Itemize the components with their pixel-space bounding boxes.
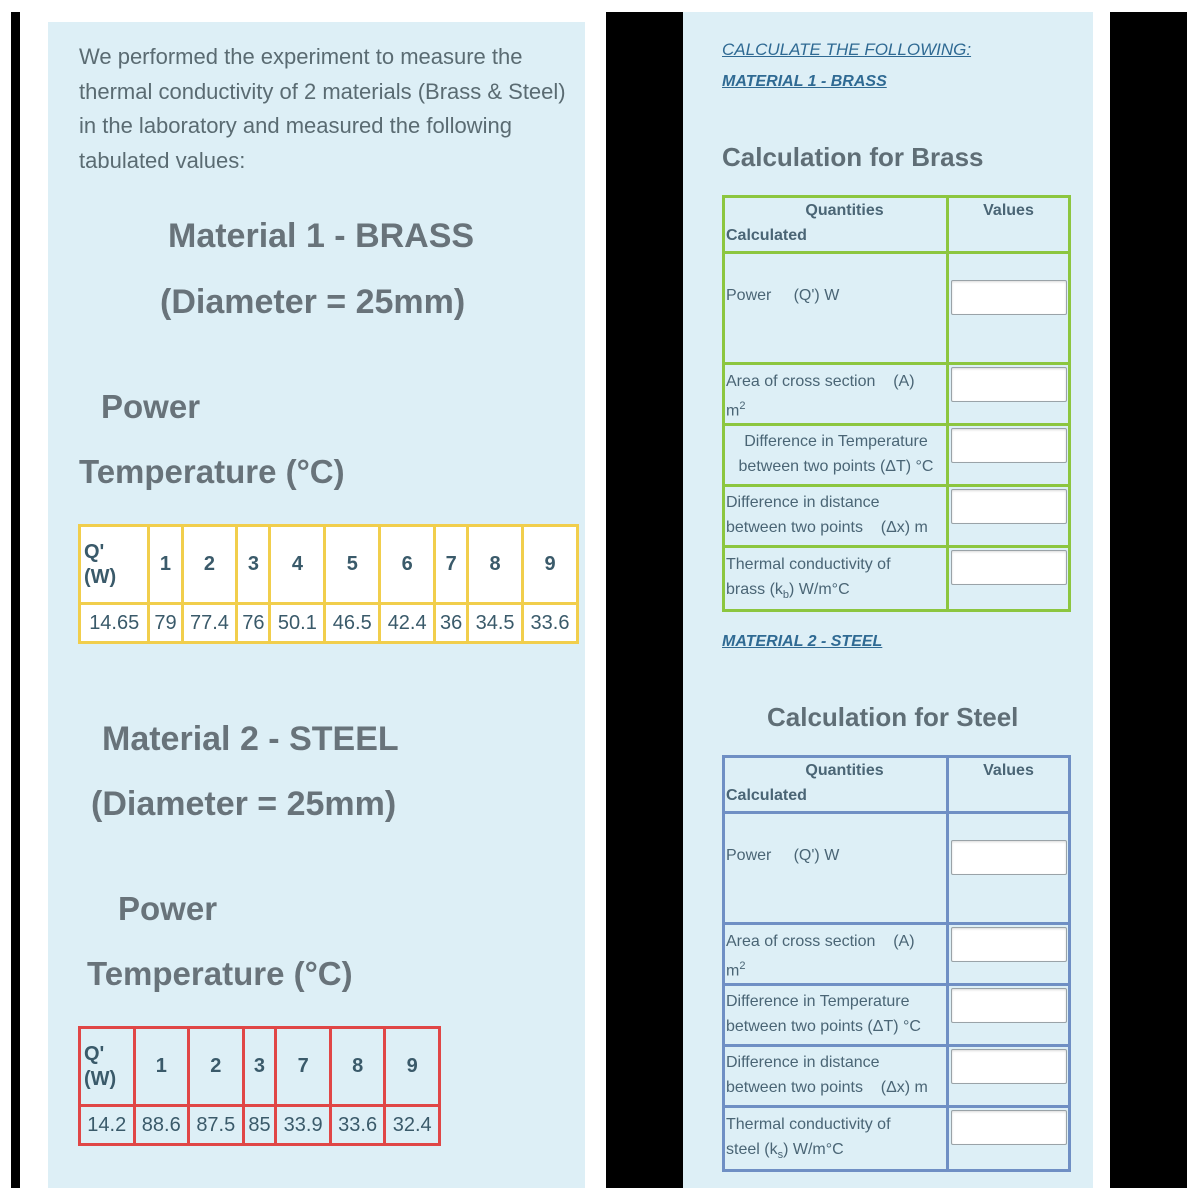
steel-dx-input[interactable]: [951, 1049, 1067, 1084]
steel-link[interactable]: MATERIAL 2 - STEEL: [722, 633, 883, 650]
brass-title: Material 1 - BRASS: [168, 217, 475, 255]
brass-col-header: 5: [325, 526, 380, 604]
steel-temp-value: 87.5: [189, 1106, 244, 1145]
brass-link[interactable]: MATERIAL 1 - BRASS: [722, 73, 887, 90]
steel-temp-value: 85: [243, 1106, 276, 1145]
values-header: Values: [948, 757, 1070, 813]
thermal-conductivity-row: Thermal conductivity of brass $(k_b)$ W/m°C: [724, 547, 948, 610]
brass-temp-value: 76: [237, 604, 270, 643]
steel-dt-input[interactable]: [951, 988, 1067, 1023]
brass-col-header: 8: [468, 526, 523, 604]
brass-diameter: (Diameter = 25mm): [160, 283, 466, 321]
brass-col-header: 3: [237, 526, 270, 604]
steel-temp-value: 33.9: [276, 1106, 331, 1145]
steel-temp-value: 32.4: [385, 1106, 440, 1145]
brass-temp-value: 46.5: [325, 604, 380, 643]
steel-temp-value: 88.6: [134, 1106, 189, 1145]
left-black-bar: [11, 12, 20, 1188]
steel-q-header: Q' (W): [80, 1028, 135, 1106]
steel-area-input[interactable]: [951, 927, 1067, 962]
brass-col-header: 4: [270, 526, 325, 604]
steel-col-header: 8: [330, 1028, 385, 1106]
steel-calc-title: Calculation for Steel: [767, 702, 1019, 732]
steel-data-table: [78, 1026, 441, 1146]
power-row: Power (Q') W: [724, 253, 948, 364]
brass-power-input[interactable]: [951, 280, 1067, 315]
steel-calc-table: [722, 755, 1071, 1172]
brass-calc-table: [722, 195, 1071, 612]
calculate-heading: CALCULATE THE FOLLOWING:: [722, 40, 972, 59]
steel-col-header: 9: [385, 1028, 440, 1106]
brass-temp-value: 77.4: [182, 604, 237, 643]
quantities-header: Quantities Calculated: [724, 757, 948, 813]
values-header: Values: [948, 197, 1070, 253]
steel-k-input[interactable]: [951, 1110, 1067, 1145]
brass-temp-value: 42.4: [380, 604, 435, 643]
brass-col-header: 2: [182, 526, 237, 604]
steel-col-header: 7: [276, 1028, 331, 1106]
right-black-bar: [1110, 12, 1187, 1188]
distance-difference-row: Difference in distance between two points (Δx) m: [724, 486, 948, 547]
steel-power-label: Power: [118, 890, 218, 927]
distance-difference-row: Difference in distance between two points (Δx) m: [724, 1046, 948, 1107]
temperature-difference-row: Difference in Temperature between two points (ΔT) °C: [724, 425, 948, 486]
steel-temp-value: 33.6: [330, 1106, 385, 1145]
steel-col-header: 2: [189, 1028, 244, 1106]
steel-power-input[interactable]: [951, 840, 1067, 875]
brass-col-header: 9: [523, 526, 578, 604]
power-row: Power (Q') W: [724, 813, 948, 924]
brass-col-header: 7: [435, 526, 468, 604]
steel-diameter: (Diameter = 25mm): [91, 785, 397, 823]
brass-q-value: 14.65: [80, 604, 149, 643]
area-row: Area of cross section (A) $m^2$: [724, 924, 948, 985]
intro-text: We performed the experiment to measure the thermal conductivity of 2 materials (Brass & Steel) in the laboratory and measured the following tabulated values:: [79, 44, 566, 173]
quantities-header: Quantities Calculated: [724, 197, 948, 253]
brass-temp-value: 34.5: [468, 604, 523, 643]
brass-power-label: Power: [101, 388, 201, 425]
brass-col-header: 6: [380, 526, 435, 604]
brass-temp-value: 33.6: [523, 604, 578, 643]
brass-col-header: 1: [149, 526, 182, 604]
steel-temperature-label: Temperature (°C): [87, 955, 353, 992]
brass-k-input[interactable]: [951, 550, 1067, 585]
steel-title: Material 2 - STEEL: [102, 720, 399, 758]
thermal-conductivity-row: Thermal conductivity of steel $(k_s)$ W/m°C: [724, 1107, 948, 1170]
steel-q-value: 14.2: [80, 1106, 135, 1145]
center-black-bar: [606, 12, 683, 1188]
steel-col-header: 1: [134, 1028, 189, 1106]
brass-temperature-label: Temperature (°C): [79, 453, 345, 490]
brass-temp-value: 36: [435, 604, 468, 643]
brass-data-table: [78, 524, 579, 644]
brass-q-header: Q' (W): [80, 526, 149, 604]
brass-temp-value: 50.1: [270, 604, 325, 643]
brass-area-input[interactable]: [951, 367, 1067, 402]
temperature-difference-row: Difference in Temperature between two points (ΔT) °C: [724, 985, 948, 1046]
brass-temp-value: 79: [149, 604, 182, 643]
steel-col-header: 3: [243, 1028, 276, 1106]
brass-calc-title: Calculation for Brass: [722, 142, 984, 172]
brass-dx-input[interactable]: [951, 489, 1067, 524]
area-row: Area of cross section (A) $m^2$: [724, 364, 948, 425]
brass-dt-input[interactable]: [951, 428, 1067, 463]
